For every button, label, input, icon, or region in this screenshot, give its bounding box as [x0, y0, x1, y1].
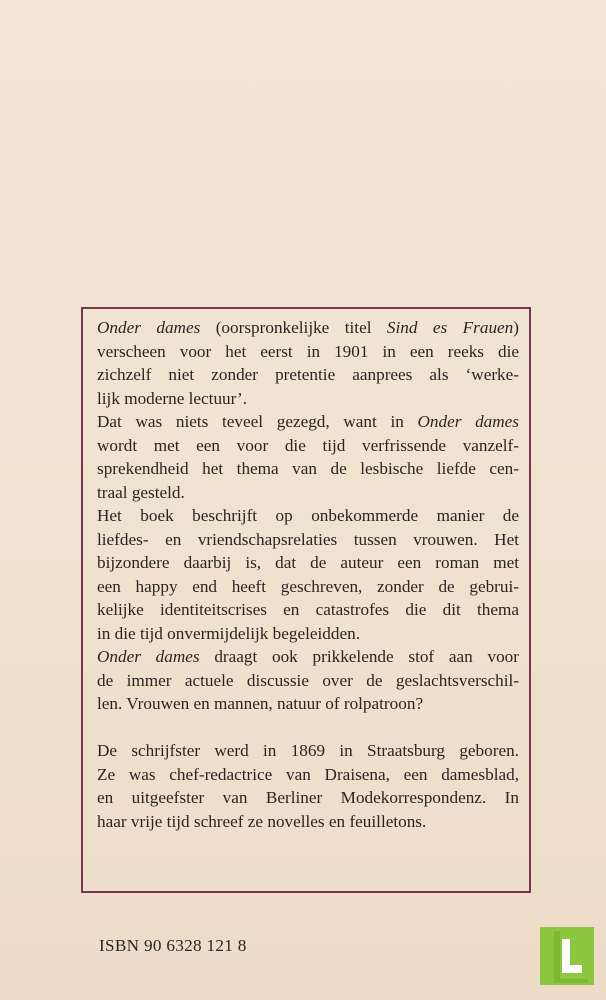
title-italic: Onder dames: [417, 412, 519, 431]
blurb-text: [97, 316, 519, 833]
paragraph-4: Onder dames draagt ook prikkelende stof aan voor de immer actuele discussie over de geslachtsverschil- len. Vrouwen en mannen, natuur of rolpatroon?: [97, 647, 519, 713]
logo-l-icon: [540, 927, 594, 985]
paragraph-gap: [97, 716, 519, 740]
title-italic: Onder dames: [97, 318, 201, 337]
author-paragraph: De schrijfster werd in 1869 in Straatsburg geboren. Ze was chef-redactrice van Draisena, een damesblad, en uitgeefster van Berliner Modekorrespondenz. In haar vrije tijd schreef ze novelles en feuilletons.: [97, 741, 519, 831]
publisher-logo: [540, 927, 594, 985]
paragraph-2: Dat was niets teveel gezegd, want in Onder dames wordt met een voor die tijd verfrissende vanzelf- sprekendheid het thema van de lesbische liefde cen- traal gesteld.: [97, 412, 519, 502]
title-italic: Onder dames: [97, 647, 200, 666]
paragraph-1: Onder dames (oorspronkelijke titel Sind es Frauen) verscheen voor het eerst in 1901 in een reeks die zichzelf niet zonder pretentie aanprees als ‘werke- lijk moderne lectuur’.: [97, 318, 519, 408]
paragraph-3: Het boek beschrijft op onbekommerde manier de liefdes- en vriendschapsrelaties tussen vrouwen. Het bijzondere daarbij is, dat de auteur een roman met een happy end heeft geschreven, zonder de gebrui- kelijke identiteitscrises en catastrofes die dit thema in die tijd onvermijdelijk begeleidden.: [97, 506, 519, 643]
isbn-number: ISBN 90 6328 121 8: [99, 936, 247, 955]
original-title-italic: Sind es Frauen: [386, 318, 514, 337]
